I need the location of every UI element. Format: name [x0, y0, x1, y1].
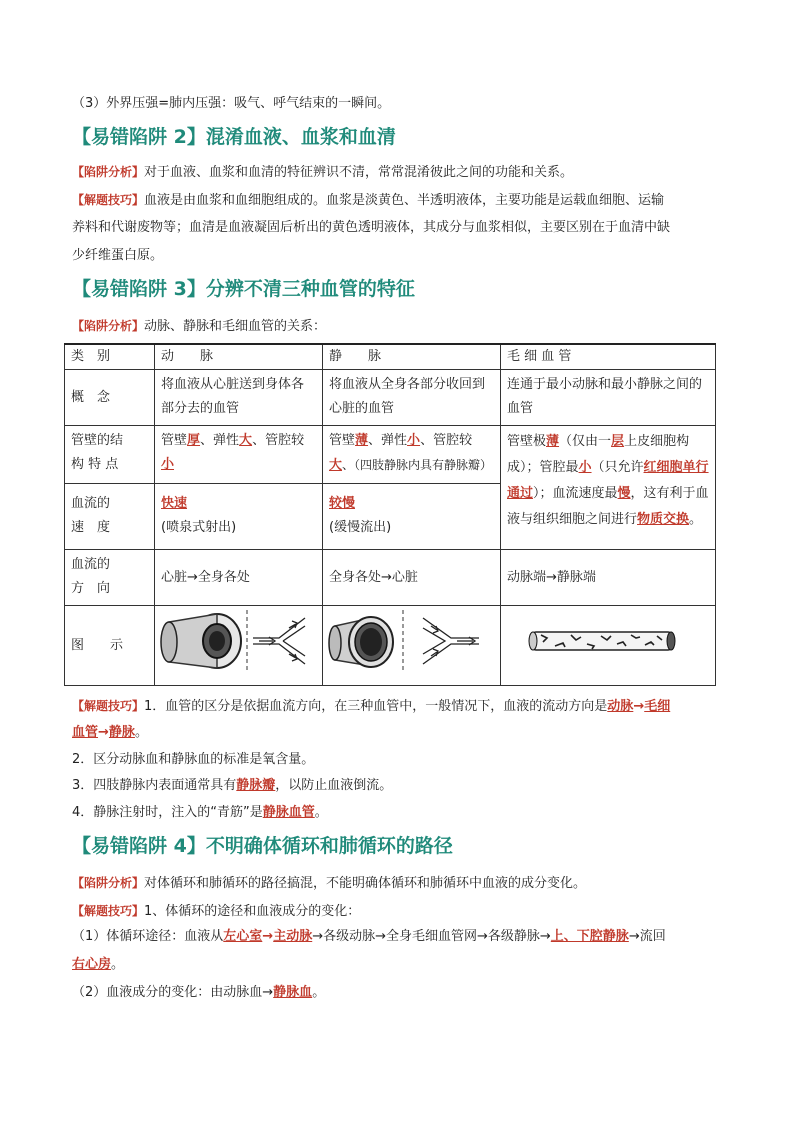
trap2-skill-line3: 少纤维蛋白原。 — [72, 248, 164, 263]
trap4-path-2: （2）血液成分的变化：由动脉血→静脉血。 — [72, 985, 326, 1000]
trap3-skill-1-cont: 血管→静脉。 — [72, 725, 148, 740]
cell-vein-illustration — [323, 606, 501, 686]
cell-artery: 管壁厚、弹性大、管腔较小 — [155, 426, 323, 484]
trap4-path-1-cont: 右心房。 — [72, 957, 125, 972]
row-label: 图 示 — [65, 606, 155, 686]
trap3-skill-1: 【解题技巧】1．血管的区分是依据血流方向，在三种血管中，一般情况下，血液的流动方向是动脉→毛细 — [72, 699, 671, 714]
cell-artery: 心脏→全身各处 — [155, 550, 323, 606]
cell-vein: 全身各处→心脏 — [323, 550, 501, 606]
skill-text: 血液是由血浆和血细胞组成的。血浆是淡黄色、半透明液体，主要功能是运载血细胞、运输 — [144, 193, 665, 208]
cell-artery: 将血液从心脏送到身体各部分去的血管 — [155, 370, 323, 426]
analysis-text: 对于血液、血浆和血清的特征辨识不清，常常混淆彼此之间的功能和关系。 — [144, 165, 574, 180]
table-row — [65, 606, 716, 686]
header-capillary: 毛 细 血 管 — [501, 344, 716, 370]
trap4-path-1: （1）体循环途径：血液从左心室→主动脉→各级动脉→全身毛细血管网→各级静脉→上、下腔静脉→流回 — [72, 929, 666, 944]
header-artery: 动 脉 — [155, 344, 323, 370]
capillary-tube-icon — [529, 632, 675, 650]
table-header-row — [65, 344, 716, 370]
vein-diagram — [327, 608, 487, 674]
trap4-analysis: 【陷阱分析】对体循环和肺循环的路径搞混，不能明确体循环和肺循环中血液的成分变化。 — [72, 876, 587, 891]
trap3-skill-2: 2．区分动脉血和静脉血的标准是氧含量。 — [72, 752, 315, 767]
trap3-skill-4: 4．静脉注射时，注入的“青筋”是静脉血管。 — [72, 805, 328, 820]
table-row — [65, 426, 716, 484]
trap2-skill-line2: 养料和代谢废物等；血清是血液凝固后析出的黄色透明液体，其成分与血浆相似，主要区别在于血清中缺 — [72, 220, 671, 235]
cell-capillary: 管壁极薄（仅由一层上皮细胞构成）；管腔最小（只允许红细胞单行通过）；血流速度最慢，这有利于血液与组织细胞之间进行物质交换。 — [501, 426, 716, 550]
trap4-skill-1: 【解题技巧】1、体循环的途径和血液成分的变化： — [72, 904, 361, 919]
row-label: 血流的 速 度 — [65, 484, 155, 550]
vein-flow-arrow-icon — [423, 618, 479, 664]
artery-flow-arrow-icon — [253, 618, 305, 664]
trap4-title: 【易错陷阱 4】不明确体循环和肺循环的路径 — [72, 835, 453, 857]
cell-vein: 管壁薄、弹性小、管腔较大、（四肢静脉内具有静脉瓣） — [323, 426, 501, 484]
cell-vein: 较慢 (缓慢流出) — [323, 484, 501, 550]
header-vein: 静 脉 — [323, 344, 501, 370]
cell-capillary-illustration — [501, 606, 716, 686]
vein-cross-section-icon — [329, 617, 393, 667]
skill-tag: 【解题技巧】 — [72, 699, 145, 713]
trap2-analysis — [72, 162, 573, 183]
trap3-skill-3: 3．四肢静脉内表面通常具有静脉瓣，以防止血液倒流。 — [72, 778, 393, 793]
vessel-table — [64, 343, 716, 686]
skill-tag: 【解题技巧】 — [72, 193, 145, 207]
trap3-analysis — [72, 316, 326, 337]
row-label: 管壁的结 构 特 点 — [65, 426, 155, 484]
table-row — [65, 370, 716, 426]
artery-cross-section-icon — [161, 614, 241, 668]
trap2-skill-line1 — [72, 190, 664, 211]
analysis-tag: 【陷阱分析】 — [72, 876, 145, 890]
analysis-tag: 【陷阱分析】 — [72, 165, 145, 179]
artery-diagram — [159, 608, 309, 674]
row-label: 概 念 — [65, 370, 155, 426]
trap3-title: 【易错陷阱 3】分辨不清三种血管的特征 — [72, 278, 415, 300]
trap2-title: 【易错陷阱 2】混淆血液、血浆和血清 — [72, 126, 396, 148]
cell-vein: 将血液从全身各部分收回到心脏的血管 — [323, 370, 501, 426]
capillary-diagram — [505, 608, 685, 674]
header-category: 类 别 — [65, 344, 155, 370]
skill-tag: 【解题技巧】 — [72, 904, 145, 918]
cell-capillary: 动脉端→静脉端 — [501, 550, 716, 606]
cell-artery-illustration — [155, 606, 323, 686]
analysis-text: 动脉、静脉和毛细血管的关系： — [144, 319, 327, 334]
cell-capillary: 连通于最小动脉和最小静脉之间的血管 — [501, 370, 716, 426]
row-label: 血流的 方 向 — [65, 550, 155, 606]
analysis-tag: 【陷阱分析】 — [72, 319, 145, 333]
intro-line: （3）外界压强=肺内压强：吸气、呼气结束的一瞬间。 — [72, 96, 391, 111]
table-row — [65, 550, 716, 606]
cell-artery: 快速 (喷泉式射出) — [155, 484, 323, 550]
